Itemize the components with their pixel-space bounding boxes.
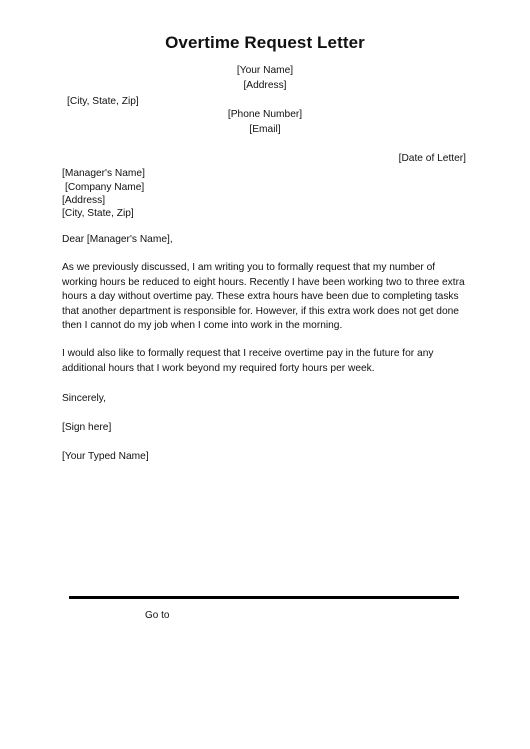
sender-city-state-zip: [City, State, Zip] bbox=[67, 96, 139, 107]
sender-email: [Email] bbox=[249, 124, 281, 135]
body-paragraph-2: I would also like to formally request that I receive overtime pay in the future for any additional hours that I work beyond my required forty hours per week. bbox=[62, 348, 434, 374]
goto-link[interactable]: Go to bbox=[145, 610, 170, 621]
recipient-address: [Address] bbox=[62, 195, 106, 206]
closing: Sincerely, bbox=[62, 393, 106, 404]
recipient-city-state-zip: [City, State, Zip] bbox=[62, 208, 134, 219]
salutation: Dear [Manager's Name], bbox=[62, 234, 173, 245]
typed-name-placeholder: [Your Typed Name] bbox=[62, 451, 149, 462]
sender-phone: [Phone Number] bbox=[227, 109, 303, 120]
letter-date: [Date of Letter] bbox=[398, 153, 466, 164]
sender-address: [Address] bbox=[243, 80, 287, 91]
document-title: Overtime Request Letter bbox=[165, 33, 365, 52]
recipient-company: [Company Name] bbox=[65, 182, 145, 193]
sender-name: [Your Name] bbox=[236, 65, 294, 76]
body-paragraph-1: As we previously discussed, I am writing you to formally request that my number of working hours be reduced to eight hours. Recently I have been working two to three extra hours a day without overtime pay. These extra hours have been due to completing tasks that another department is responsible for. However, if this extra work does not get done then I cannot do my job when I come into work in the morning. bbox=[62, 262, 465, 331]
signature-placeholder: [Sign here] bbox=[62, 422, 112, 433]
footer-divider bbox=[69, 596, 459, 599]
recipient-name: [Manager's Name] bbox=[62, 168, 145, 179]
